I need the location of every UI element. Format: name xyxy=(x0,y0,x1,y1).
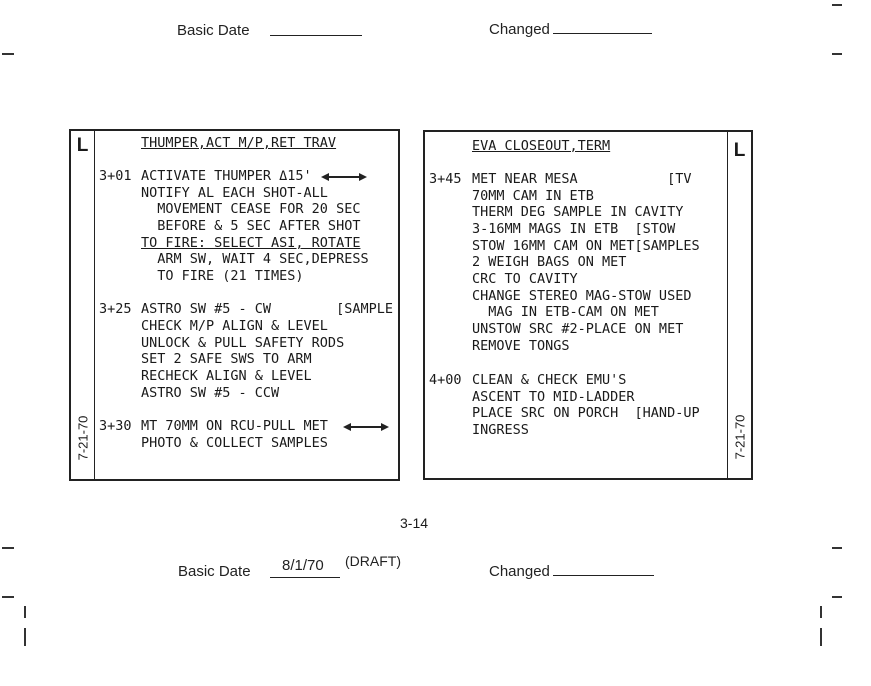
right-entry-line: 3-16MM MAGS IN ETB [STOW xyxy=(472,221,676,237)
left-entry-line: SET 2 SAFE SWS TO ARM xyxy=(141,351,312,367)
right-entry-line: UNSTOW SRC #2-PLACE ON MET xyxy=(472,321,684,337)
left-entry-line: UNLOCK & PULL SAFETY RODS xyxy=(141,335,345,351)
right-entry-line: STOW 16MM CAM ON MET[SAMPLES xyxy=(472,238,700,254)
right-entry-time: 4+00 xyxy=(429,372,462,388)
left-entry-line: MOVEMENT CEASE FOR 20 SEC xyxy=(141,201,361,217)
left-entry-line: BEFORE & 5 SEC AFTER SHOT xyxy=(141,218,361,234)
right-entry-time: 3+45 xyxy=(429,171,462,187)
left-entry-time: 3+25 xyxy=(99,301,132,317)
left-side-strip xyxy=(71,131,95,479)
double-arrow-icon xyxy=(343,422,389,432)
right-side-strip xyxy=(727,132,751,478)
margin-tick xyxy=(832,547,842,549)
footer-draft-label: (DRAFT) xyxy=(345,553,401,569)
right-entry-line: REMOVE TONGS xyxy=(472,338,570,354)
left-entry-line: CHECK M/P ALIGN & LEVEL xyxy=(141,318,328,334)
right-checklist-panel xyxy=(423,130,753,480)
footer-changed-field xyxy=(553,575,654,576)
right-entry-line: CRC TO CAVITY xyxy=(472,271,578,287)
left-entry-line: ASTRO SW #5 - CW [SAMPLE xyxy=(141,301,393,317)
right-entry-line: MET NEAR MESA [TV xyxy=(472,171,692,187)
left-entry-line: ARM SW, WAIT 4 SEC,DEPRESS xyxy=(141,251,369,267)
header-changed-label: Changed xyxy=(489,21,550,38)
left-entry-line: TO FIRE: SELECT ASI, ROTATE xyxy=(141,235,361,251)
right-entry-line: 2 WEIGH BAGS ON MET xyxy=(472,254,627,270)
footer-basic-date-label: Basic Date xyxy=(178,563,251,580)
margin-tick xyxy=(24,628,26,646)
margin-tick xyxy=(2,53,14,55)
left-entry-line: TO FIRE (21 TIMES) xyxy=(141,268,304,284)
header-changed-field xyxy=(553,33,652,34)
left-entry-line: RECHECK ALIGN & LEVEL xyxy=(141,368,312,384)
left-entry-line: NOTIFY AL EACH SHOT-ALL xyxy=(141,185,328,201)
left-entry-line: ACTIVATE THUMPER Δ15' xyxy=(141,168,312,184)
header-basic-date-label: Basic Date xyxy=(177,22,250,39)
right-panel-marker: L xyxy=(733,140,746,161)
left-entry-time: 3+30 xyxy=(99,418,132,434)
right-entry-line: MAG IN ETB-CAM ON MET xyxy=(472,304,659,320)
left-panel-date: 7-21-70 xyxy=(75,415,91,461)
right-panel-date: 7-21-70 xyxy=(732,414,748,460)
footer-changed-label: Changed xyxy=(489,563,550,580)
right-entry-line: ASCENT TO MID-LADDER xyxy=(472,389,635,405)
margin-tick xyxy=(820,606,822,618)
left-entry-line: PHOTO & COLLECT SAMPLES xyxy=(141,435,328,451)
double-arrow-icon xyxy=(321,172,367,182)
margin-tick xyxy=(24,606,26,618)
header-basic-date-field xyxy=(270,35,362,36)
right-entry-line: CHANGE STEREO MAG-STOW USED xyxy=(472,288,692,304)
left-entry-time: 3+01 xyxy=(99,168,132,184)
right-entry-line: 70MM CAM IN ETB xyxy=(472,188,594,204)
margin-tick xyxy=(2,547,14,549)
right-entry-line: CLEAN & CHECK EMU'S xyxy=(472,372,627,388)
left-entry-line: ASTRO SW #5 - CCW xyxy=(141,385,280,401)
left-panel-marker: L xyxy=(76,135,89,156)
margin-tick xyxy=(832,53,842,55)
left-checklist-panel xyxy=(69,129,400,481)
margin-tick xyxy=(832,4,842,6)
left-panel-title: THUMPER,ACT M/P,RET TRAV xyxy=(141,135,337,151)
footer-basic-date-field xyxy=(270,577,340,578)
right-panel-title: EVA CLOSEOUT,TERM xyxy=(472,138,611,154)
page-number: 3-14 xyxy=(400,515,429,531)
right-entry-line: PLACE SRC ON PORCH [HAND-UP xyxy=(472,405,700,421)
footer-basic-date-value: 8/1/70 xyxy=(282,557,324,574)
margin-tick xyxy=(2,596,14,598)
right-entry-line: INGRESS xyxy=(472,422,529,438)
margin-tick xyxy=(820,628,822,646)
left-entry-line: MT 70MM ON RCU-PULL MET xyxy=(141,418,328,434)
margin-tick xyxy=(832,596,842,598)
right-entry-line: THERM DEG SAMPLE IN CAVITY xyxy=(472,204,684,220)
